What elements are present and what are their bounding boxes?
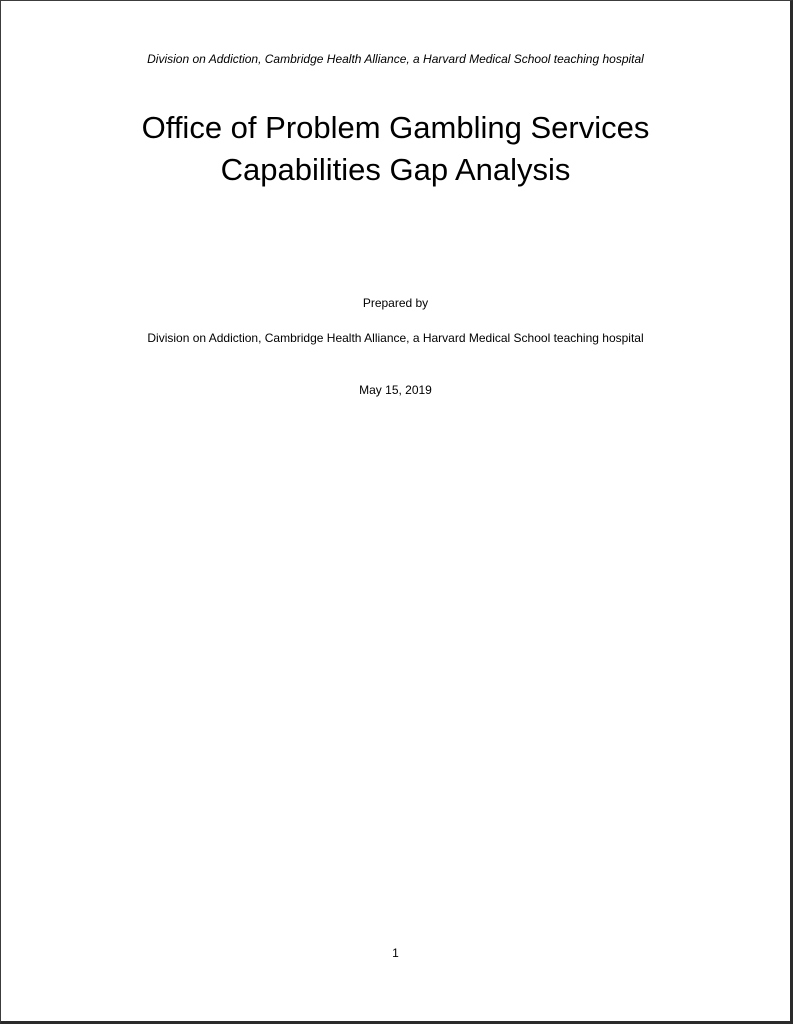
running-header: Division on Addiction, Cambridge Health Alliance, a Harvard Medical School teaching hospital xyxy=(147,52,644,66)
page-number: 1 xyxy=(392,946,399,960)
title-line-1: Office of Problem Gambling Services xyxy=(141,110,650,145)
preparer-organization: Division on Addiction, Cambridge Health Alliance, a Harvard Medical School teaching hospital xyxy=(147,331,644,345)
document-title xyxy=(1,107,790,191)
prepared-by-label: Prepared by xyxy=(362,296,429,310)
document-date: May 15, 2019 xyxy=(359,383,432,397)
title-line-2: Capabilities Gap Analysis xyxy=(220,152,571,187)
